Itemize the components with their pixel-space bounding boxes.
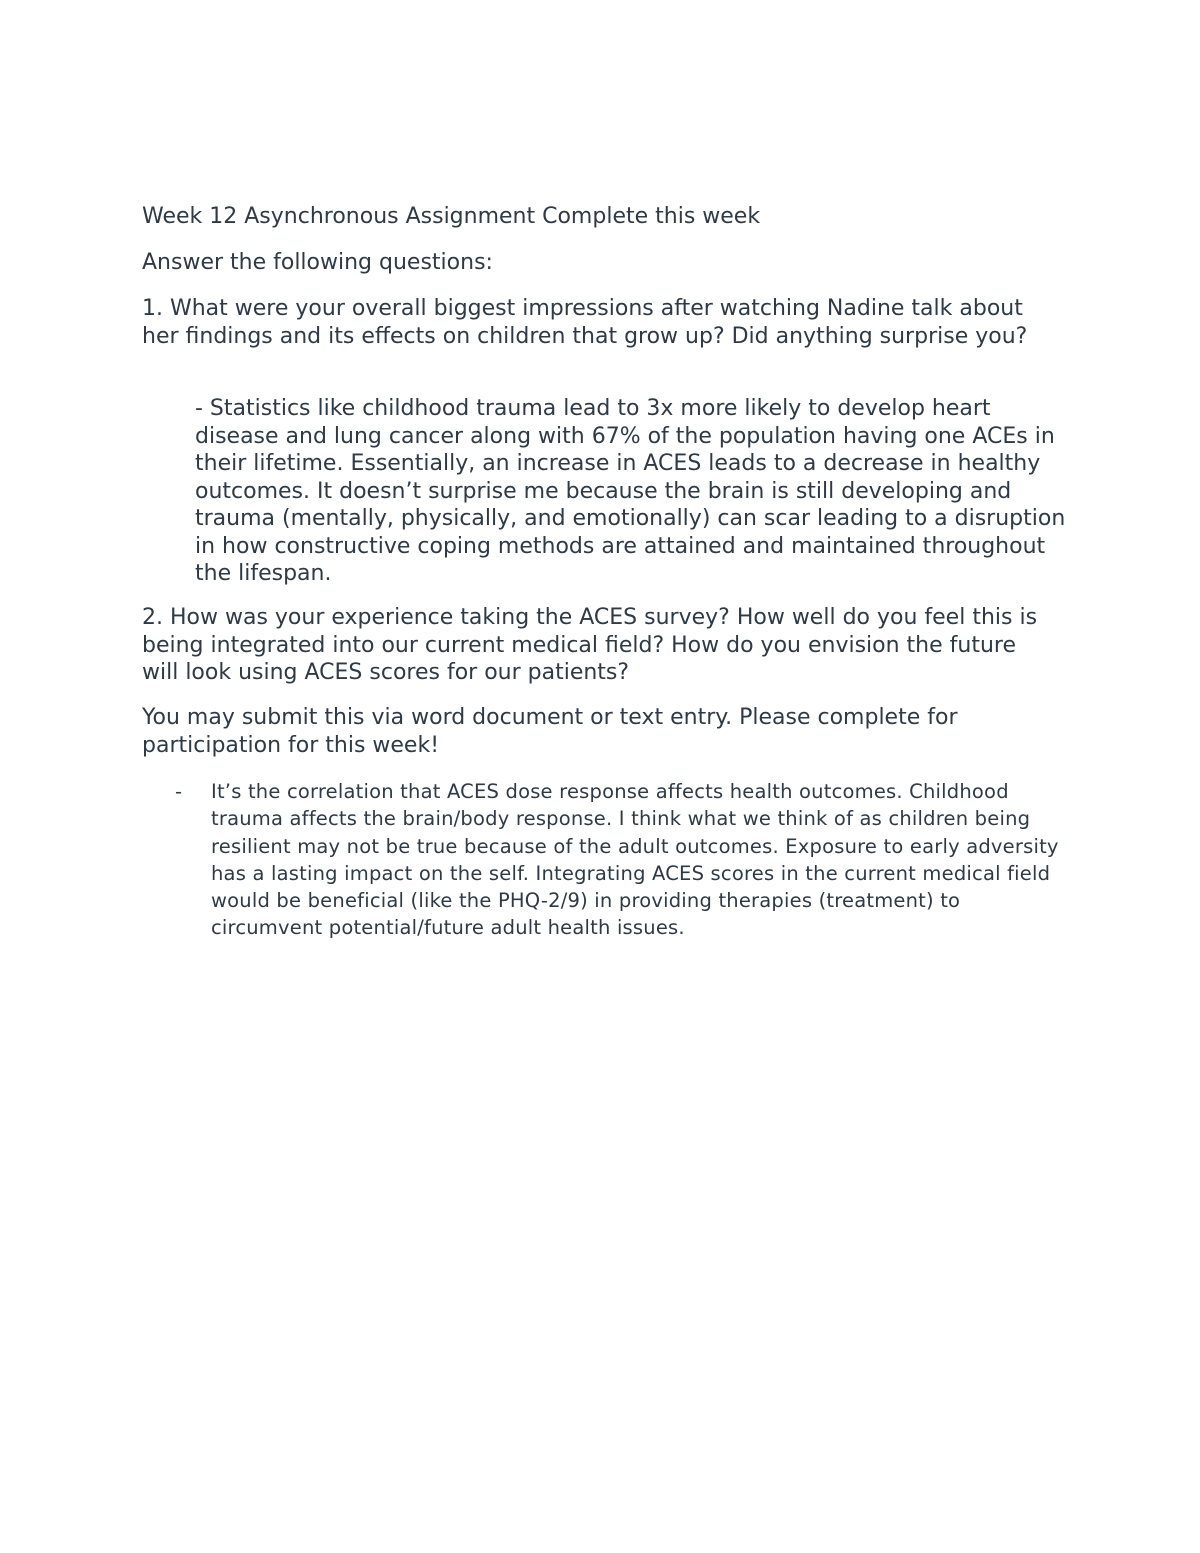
submission-note: You may submit this via word document or text entry. Please complete for participation for this week! (142, 705, 958, 758)
question-1: 1. What were your overall biggest impressions after watching Nadine talk about her findings and its effects on children that grow up? Did anything surprise you? (142, 296, 1028, 349)
instructions-intro: Answer the following questions: (142, 250, 493, 275)
assignment-title: Week 12 Asynchronous Assignment Complete this week (142, 204, 761, 229)
question-2: 2. How was your experience taking the ACES survey? How well do you feel this is being integrated into our current medical field? How do you envision the future will look using ACES scores for our patients? (142, 605, 1038, 685)
answer-2-text: It’s the correlation that ACES dose response affects health outcomes. Childhood trauma affects the brain/body response. I think what we think of as children being resilient may not be true because of the adult outcomes. Exposure to early adversity has a lasting impact on the self. Integrating ACES scores in the current medical field would be beneficial (like the PHQ-2/9) in providing therapies (treatment) to circumvent potential/future adult health issues. (211, 780, 1059, 940)
bullet-dash: - (175, 780, 183, 803)
answer-1: - Statistics like childhood trauma lead to 3x more likely to develop heart disease and lung cancer along with 67% of the population having one ACEs in their lifetime. Essentially, an increase in ACES leads to a decrease in healthy outcomes. It doesn’t surprise me because the brain is still developing and trauma (mentally, physically, and emotionally) can scar leading to a disruption in how constructive coping methods are attained and maintained throughout the lifespan. (195, 396, 1066, 586)
